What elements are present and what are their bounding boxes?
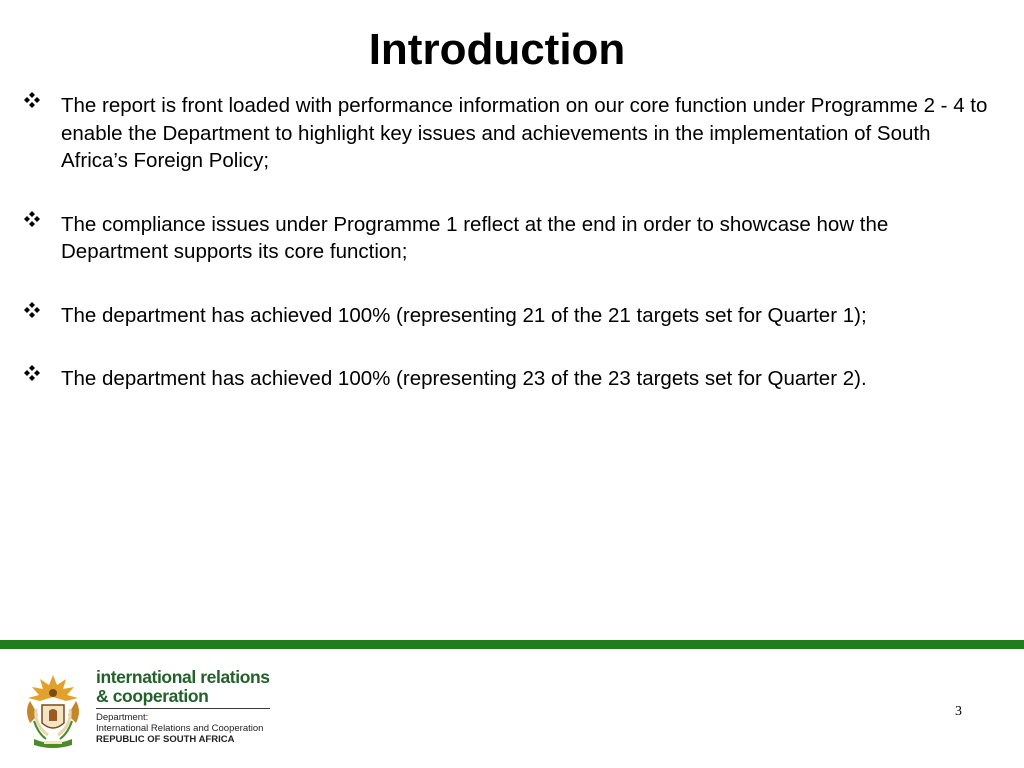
page-number: 3	[955, 704, 962, 719]
country-name: REPUBLIC OF SOUTH AFRICA	[96, 734, 235, 745]
bullet-item	[22, 211, 992, 266]
department-info	[96, 712, 263, 745]
bullet-item	[22, 365, 992, 393]
diamond-bullet-icon	[23, 364, 41, 382]
slide-footer	[0, 649, 1024, 768]
bullet-text: The report is front loaded with performance information on our core function under Programme 2 - 4 to enable the Department to highlight key issues and achievements in the implementation of South Africa’s Foreign Policy;	[61, 94, 988, 172]
diamond-bullet-icon	[23, 91, 41, 109]
bullet-text: The department has achieved 100% (representing 21 of the 21 targets set for Quarter 1);	[61, 303, 867, 327]
diamond-bullet-icon	[23, 210, 41, 228]
brand-line-1: international relations	[96, 667, 270, 687]
bullet-list	[22, 92, 992, 429]
bullet-item	[22, 302, 992, 330]
department-name: International Relations and Cooperation	[96, 723, 264, 734]
coat-of-arms-icon	[22, 671, 84, 751]
brand-name	[96, 668, 270, 706]
brand-line-2: & cooperation	[96, 686, 209, 706]
slide-title: Introduction	[368, 25, 626, 74]
diamond-bullet-icon	[23, 301, 41, 319]
bullet-text: The compliance issues under Programme 1 reflect at the end in order to showcase how the Department supports its core function;	[61, 212, 889, 263]
bullet-text: The department has achieved 100% (representing 23 of the 23 targets set for Quarter 2).	[61, 367, 867, 390]
footer-accent-bar	[0, 640, 1024, 649]
bullet-item	[22, 92, 992, 175]
department-label: Department:	[96, 712, 149, 723]
brand-divider	[96, 708, 270, 709]
